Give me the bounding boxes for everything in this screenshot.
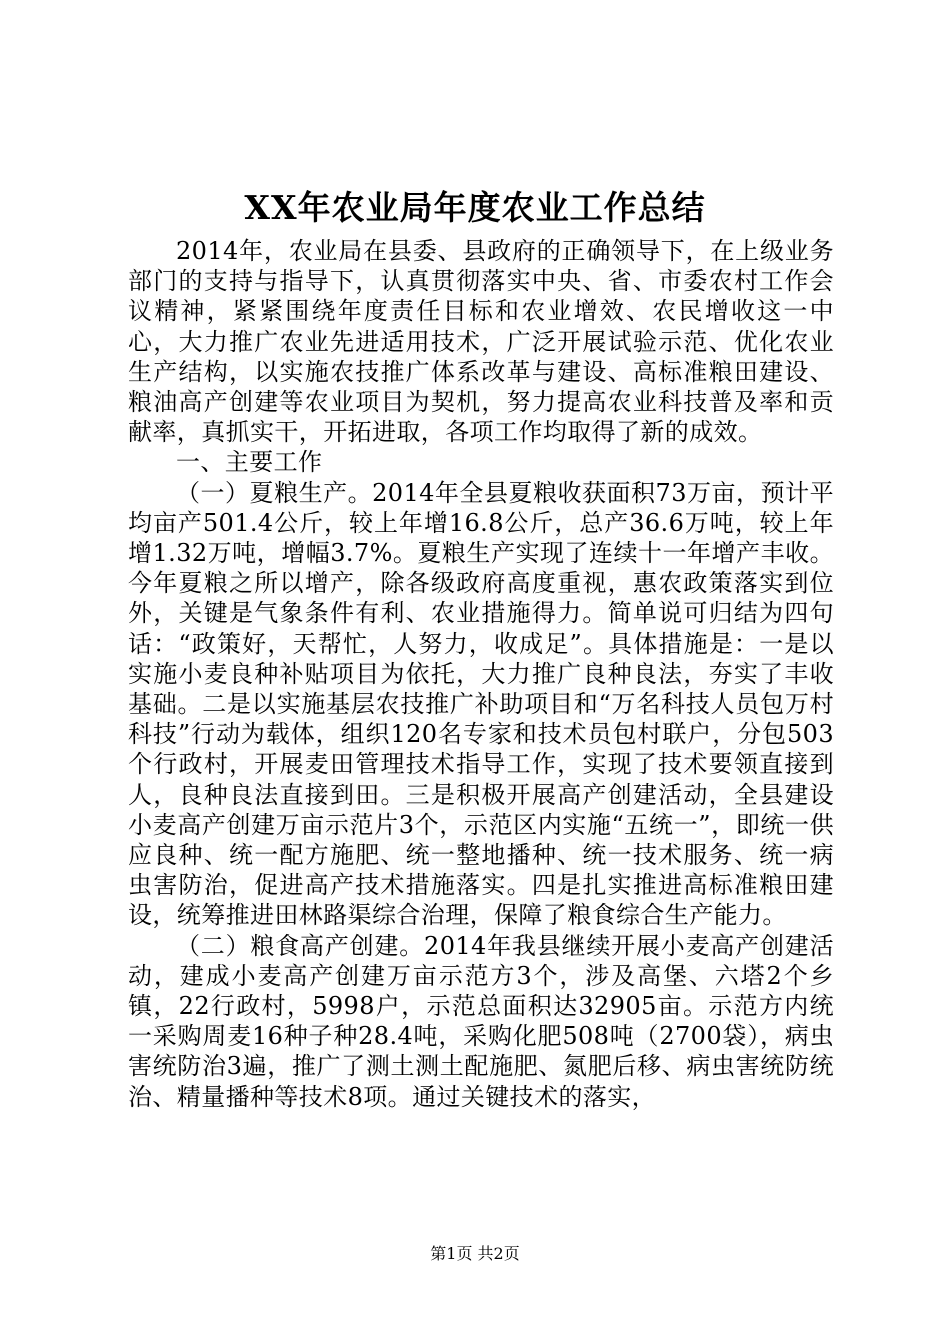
document-body: [128, 236, 834, 1112]
paragraph-intro: 2014年，农业局在县委、县政府的正确领导下，在上级业务部门的支持与指导下，认真贯彻落实中央、省、市委农村工作会议精神，紧紧围绕年度责任目标和农业增效、农民增收这一中心，大力推广农业先进适用技术，广泛开展试验示范、优化农业生产结构，以实施农技推广体系改革与建设、高标准粮田建设、粮油高产创建等农业项目为契机，努力提高农业科技普及率和贡献率，真抓实干，开拓进取，各项工作均取得了新的成效。: [128, 237, 834, 447]
paragraph-high-yield: （二）粮食高产创建。2014年我县继续开展小麦高产创建活动，建成小麦高产创建万亩示范方3个，涉及高堡、六塔2个乡镇，22行政村，5998户，示范总面积达32905亩。示范方内统一采购周麦16种子种28.4吨，采购化肥508吨（2700袋），病虫害统防治3遍，推广了测土测土配施肥、氮肥后移、病虫害统防统治、精量播种等技术8项。通过关键技术的落实，: [128, 931, 834, 1111]
paragraph-summer-grain: （一）夏粮生产。2014年全县夏粮收获面积73万亩，预计平均亩产501.4公斤，较上年增16.8公斤，总产36.6万吨，较上年增1.32万吨，增幅3.7%。夏粮生产实现了连续十一年增产丰收。今年夏粮之所以增产，除各级政府高度重视，惠农政策落实到位外，关键是气象条件有利、农业措施得力。简单说可归结为四句话：“政策好，天帮忙，人努力，收成足”。具体措施是：一是以实施小麦良种补贴项目为依托，大力推广良种良法，夯实了丰收基础。二是以实施基层农技推广补助项目和“万名科技人员包万村科技”行动为载体，组织120名专家和技术员包村联户，分包503个行政村，开展麦田管理技术指导工作，实现了技术要领直接到人，良种良法直接到田。三是积极开展高产创建活动，全县建设小麦高产创建万亩示范片3个，示范区内实施“五统一”，即统一供应良种、统一配方施肥、统一整地播种、统一技术服务、统一病虫害防治，促进高产技术措施落实。四是扎实推进高标准粮田建设，统筹推进田林路渠综合治理，保障了粮食综合生产能力。: [128, 478, 834, 930]
page-footer: 第1页 共2页: [430, 1244, 520, 1263]
section-heading-main-work: 一、主要工作: [176, 448, 323, 477]
document-title: XX年农业局年度农业工作总结: [244, 188, 706, 227]
